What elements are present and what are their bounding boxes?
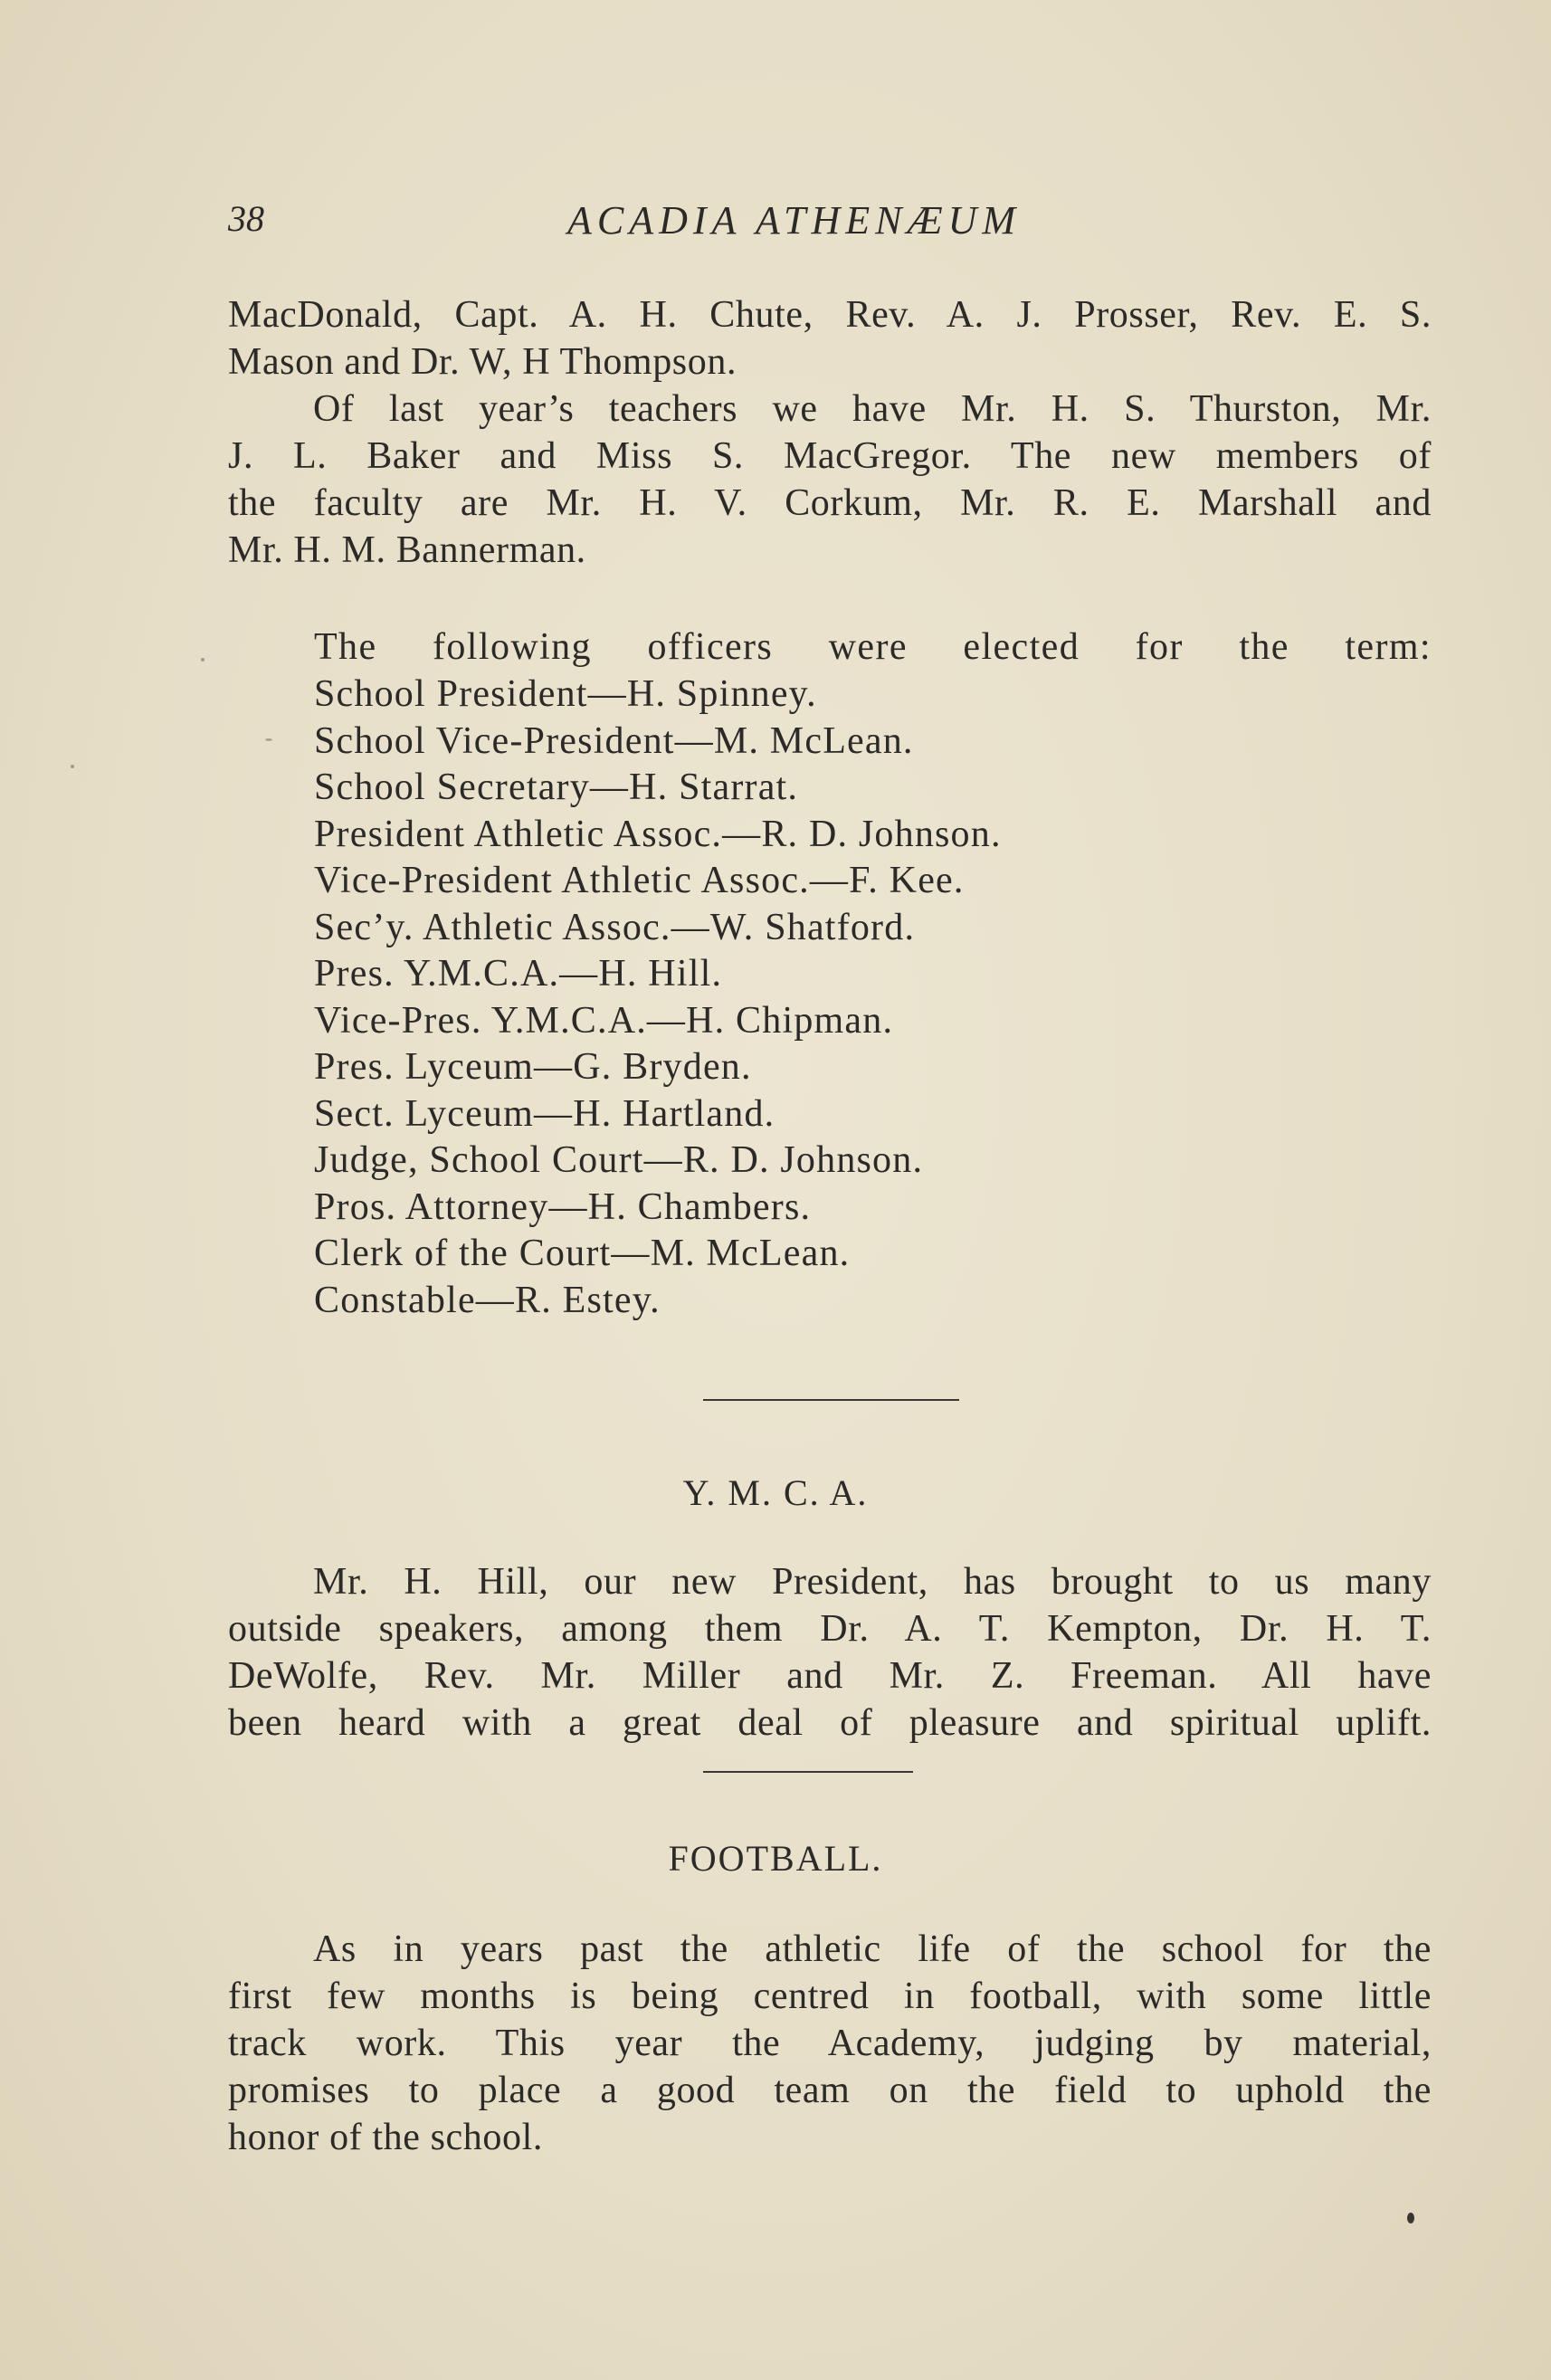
text-line: the faculty are Mr. H. V. Corkum, Mr. R. E. Marshall and	[228, 482, 1432, 524]
text-line: As in years past the athletic life of the school for the	[313, 1928, 1432, 1970]
text-line: track work. This year the Academy, judging by material,	[228, 2023, 1432, 2064]
text-line: promises to place a good team on the field to uphold the	[228, 2070, 1432, 2111]
text-line: Mr. H. Hill, our new President, has brought to us many	[313, 1561, 1432, 1603]
text-line: been heard with a great deal of pleasure and spiritual uplift.	[228, 1702, 1432, 1744]
text-line: outside speakers, among them Dr. A. T. Kempton, Dr. H. T.	[228, 1608, 1432, 1650]
officer-item: Sect. Lyceum—H. Hartland.	[314, 1092, 776, 1135]
officer-item: Pres. Lyceum—G. Bryden.	[314, 1046, 752, 1088]
teachers-paragraph	[228, 386, 1432, 574]
running-title: ACADIA ATHENÆUM	[567, 198, 1022, 243]
officer-item: Judge, School Court—R. D. Johnson.	[314, 1139, 924, 1181]
football-paragraph	[228, 1926, 1432, 2161]
text-line: Mr. H. M. Bannerman.	[228, 529, 586, 571]
text-line: MacDonald, Capt. A. H. Chute, Rev. A. J. Prosser, Rev. E. S.	[228, 294, 1432, 336]
officer-item: School President—H. Spinney.	[314, 673, 817, 715]
section-divider	[703, 1399, 959, 1401]
text-line: honor of the school.	[228, 2117, 543, 2158]
officer-item: Vice-President Athletic Assoc.—F. Kee.	[314, 860, 965, 901]
officer-item: Vice-Pres. Y.M.C.A.—H. Chipman.	[314, 999, 894, 1042]
ymca-paragraph	[228, 1558, 1432, 1747]
officer-item: Constable—R. Estey.	[314, 1279, 661, 1321]
officers-list	[314, 671, 1436, 1324]
officer-item: Pres. Y.M.C.A.—H. Hill.	[314, 953, 723, 995]
ink-speck	[1407, 2213, 1414, 2223]
officer-item: Pros. Attorney—H. Chambers.	[314, 1185, 812, 1228]
officer-item: President Athletic Assoc.—R. D. Johnson.	[314, 813, 1002, 855]
ink-speck	[71, 765, 74, 768]
text-line: Of last year’s teachers we have Mr. H. S. Thurston, Mr.	[313, 388, 1432, 430]
page-number: 38	[228, 198, 264, 239]
text-line: J. L. Baker and Miss S. MacGregor. The new members of	[228, 435, 1432, 477]
section-divider	[703, 1771, 913, 1773]
officer-item: School Secretary—H. Starrat.	[314, 766, 799, 808]
football-heading: FOOTBALL.	[668, 1838, 883, 1879]
officers-intro: The following officers were elected for the term:	[314, 626, 1432, 668]
ink-speck	[201, 658, 205, 662]
ymca-heading: Y. M. C. A.	[682, 1472, 869, 1513]
text-line: first few months is being centred in football, with some little	[228, 1975, 1432, 2017]
page-header	[228, 197, 1432, 252]
ink-speck	[265, 738, 272, 741]
officer-item: School Vice-President—M. McLean.	[314, 719, 914, 762]
text-line: DeWolfe, Rev. Mr. Miller and Mr. Z. Freeman. All have	[228, 1655, 1432, 1697]
officer-item: Sec’y. Athletic Assoc.—W. Shatford.	[314, 906, 916, 948]
officer-item: Clerk of the Court—M. McLean.	[314, 1233, 851, 1274]
text-line: Mason and Dr. W, H Thompson.	[228, 341, 737, 383]
intro-paragraph	[228, 291, 1432, 386]
